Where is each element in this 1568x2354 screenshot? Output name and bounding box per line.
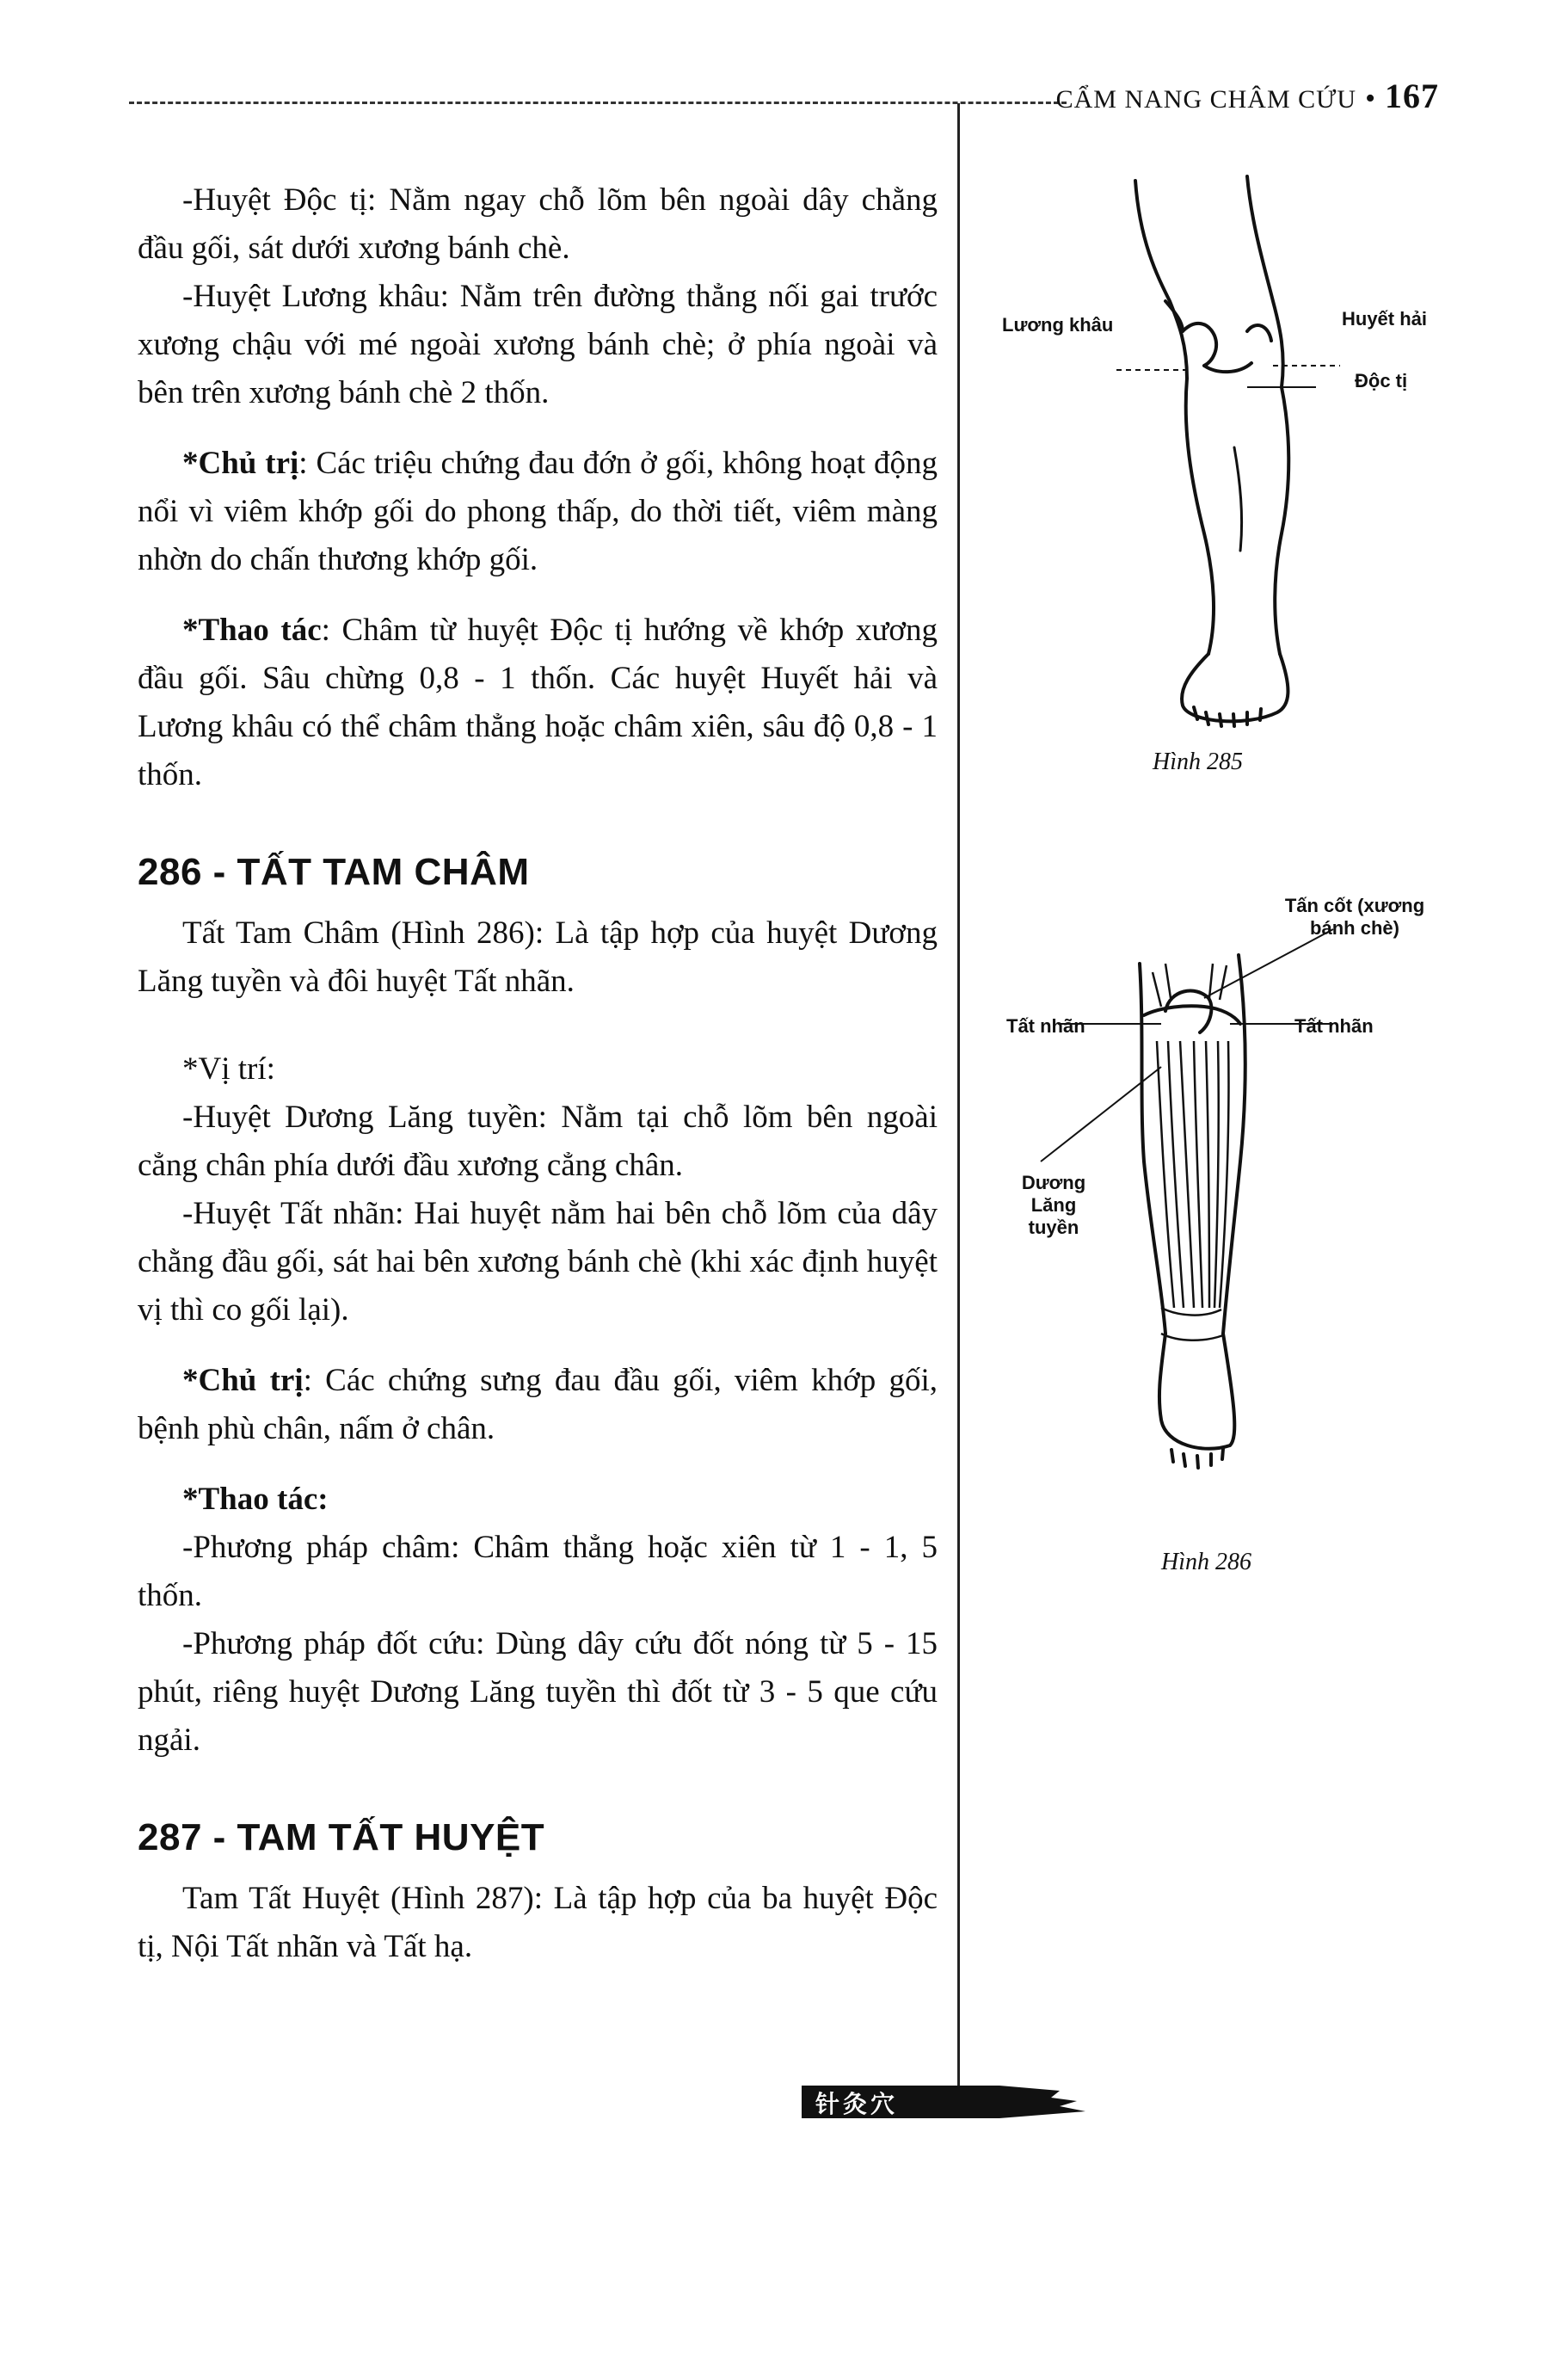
chu-tri-text-286: : Các chứng sưng đau đầu gối, viêm khớp gối, bệnh phù chân, nấm ở chân.	[138, 1363, 938, 1446]
footer-text: 针灸穴	[815, 2090, 899, 2118]
heading-287: 287 - TAM TẤT HUYỆT	[138, 1816, 545, 1858]
caption-285: Hình 285	[1153, 749, 1243, 775]
label-huyet-hai: Huyết hải	[1342, 308, 1428, 330]
paragraph-tat-nhan: -Huyệt Tất nhãn: Hai huyệt nằm hai bên chỗ lõm của dây chằng đầu gối, sát hai bên xương bánh chè (khi xác định huyệt vị thì co gối lại).	[138, 1196, 938, 1328]
leg-drawing-285	[989, 172, 1471, 740]
paragraph-phuong-phap-dot: -Phương pháp đốt cứu: Dùng dây cứu đốt nóng từ 5 - 15 phút, riêng huyệt Dương Lăng tuyền thì đốt từ 3 - 5 que cứu ngải.	[138, 1626, 938, 1758]
thao-tac-label-286: *Thao tác:	[182, 1482, 329, 1517]
paragraph-luong-khau: -Huyệt Lương khâu: Nằm trên đường thẳng nối gai trước xương chậu với mé ngoài xương bánh chè; ở phía ngoài và bên trên xương bánh chè 2 thốn.	[138, 279, 938, 410]
running-title: CẨM NANG CHÂM CỨU	[1055, 85, 1357, 114]
vi-tri-label: *Vị trí:	[182, 1051, 275, 1087]
label-tat-nhan-right: Tất nhãn	[1294, 1015, 1374, 1037]
paragraph-287-intro: Tam Tất Huyệt (Hình 287): Là tập hợp của ba huyệt Độc tị, Nội Tất nhãn và Tất hạ.	[138, 1881, 938, 1964]
chu-tri-label-286: *Chủ trị	[182, 1363, 304, 1398]
bullet-dot: •	[1365, 83, 1376, 114]
thao-tac-label: *Thao tác	[182, 613, 322, 648]
caption-286: Hình 286	[1161, 1549, 1251, 1575]
paragraph-thao-tac	[138, 607, 938, 799]
paragraph-duong-lang: -Huyệt Dương Lăng tuyền: Nằm tại chỗ lõm bên ngoài cẳng chân phía dưới đầu xương cẳng chân.	[138, 1100, 938, 1183]
label-tat-nhan-left: Tất nhãn	[1006, 1015, 1085, 1037]
header-rule	[129, 102, 1067, 104]
label-duong-lang: Dương Lăng tuyền	[1021, 1172, 1086, 1238]
page-number: 167	[1385, 77, 1439, 115]
label-doc-ti: Độc tị	[1355, 370, 1408, 391]
text-column	[138, 176, 938, 1971]
paragraph-286-intro: Tất Tam Châm (Hình 286): Là tập hợp của huyệt Dương Lăng tuyền và đôi huyệt Tất nhãn.	[138, 915, 938, 999]
figure-285	[989, 172, 1471, 740]
column-divider	[957, 103, 960, 2117]
heading-286: 286 - TẤT TAM CHÂM	[138, 851, 530, 893]
label-tan-cot: Tấn cốt (xương bánh chè)	[1284, 895, 1425, 939]
chu-tri-label: *Chủ trị	[182, 446, 299, 481]
chu-tri-text: : Các triệu chứng đau đớn ở gối, không hoạt động nổi vì viêm khớp gối do phong thấp, do thời tiết, viêm màng nhờn do chấn thương khớp gối.	[138, 446, 938, 577]
paragraph-286-chu-tri	[138, 1357, 938, 1453]
running-head	[1056, 76, 1439, 116]
label-luong-khau: Lương khâu	[1002, 314, 1114, 336]
paragraph-doc-ti: -Huyệt Độc tị: Nằm ngay chỗ lõm bên ngoài dây chằng đầu gối, sát dưới xương bánh chè.	[138, 182, 938, 266]
paragraph-chu-tri	[138, 440, 938, 584]
thao-tac-text: : Châm từ huyệt Độc tị hướng về khớp xương đầu gối. Sâu chừng 0,8 - 1 thốn. Các huyệt Huyết hải và Lương khâu có thể châm thẳng hoặc châm xiên, sâu độ 0,8 - 1 thốn.	[138, 613, 938, 792]
paragraph-phuong-phap-cham: -Phương pháp châm: Châm thẳng hoặc xiên từ 1 - 1, 5 thốn.	[138, 1530, 938, 1613]
